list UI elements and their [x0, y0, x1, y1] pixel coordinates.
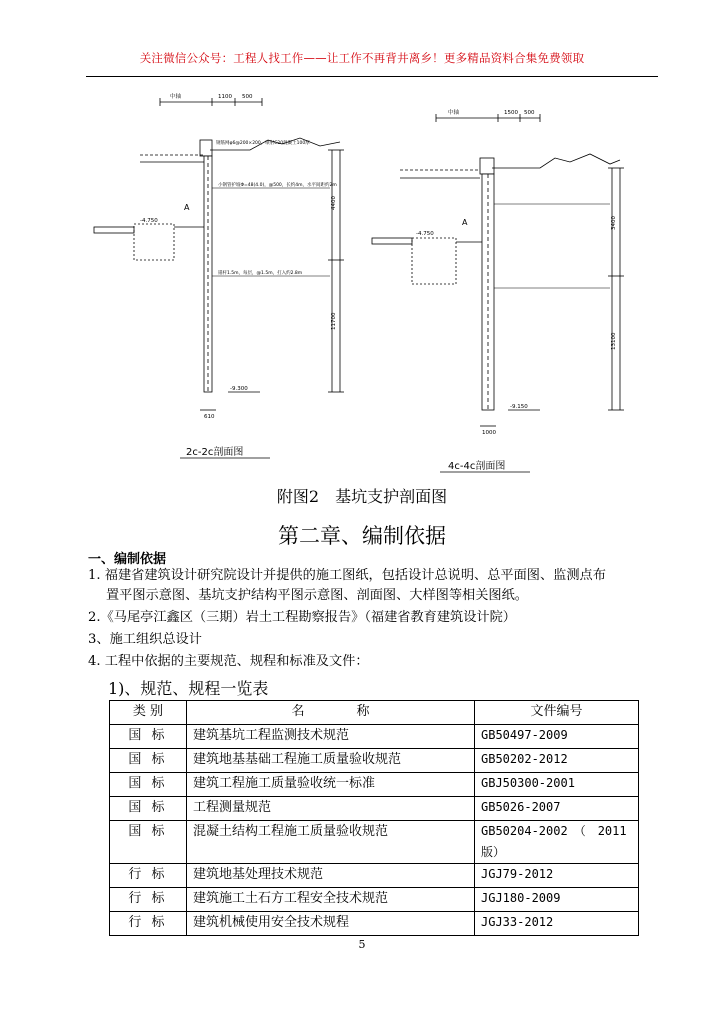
cell-code: GB50202-2012 [475, 749, 639, 773]
l-dim-side1: 4400 [331, 196, 337, 210]
page-number: 5 [358, 938, 366, 951]
header-rule [86, 76, 658, 77]
cell-code: JGJ33-2012 [475, 912, 639, 936]
cell-code: JGJ79-2012 [475, 864, 639, 888]
item-2: 2.《马尾亭江鑫区（三期）岩土工程勘察报告》（福建省教育建筑设计院） [88, 610, 516, 625]
r-title: 4c-4c剖面图 [448, 461, 506, 472]
table-row [110, 797, 639, 821]
cell-category: 国 标 [110, 749, 187, 773]
l-dim-top: 中轴 [170, 94, 182, 100]
item-4: 4. 工程中依据的主要规范、规程和标准及文件： [88, 654, 369, 669]
section-heading: 一、编制依据 [88, 552, 167, 567]
chapter-title: 第二章、编制依据 [278, 524, 446, 548]
cell-category: 行 标 [110, 864, 187, 888]
r-label-a: A [462, 218, 468, 227]
r-elev2: -9.150 [510, 404, 528, 410]
l-dim-a: 1100 [218, 94, 232, 100]
cell-category: 国 标 [110, 725, 187, 749]
r-dim-a: 1500 [504, 110, 518, 116]
cell-code: GB50497-2009 [475, 725, 639, 749]
r-dim-side1: 3400 [611, 216, 617, 230]
cell-code: GB50204-2002 （ 2011版） [475, 821, 639, 864]
l-label-a: A [184, 203, 190, 212]
cell-name: 工程测量规范 [187, 797, 475, 821]
r-dim-top: 中轴 [448, 110, 460, 116]
l-pile-w: 610 [204, 414, 215, 420]
table-row [110, 773, 639, 797]
section-4c-4c [372, 114, 624, 426]
cell-category: 国 标 [110, 773, 187, 797]
r-elev1: -4.750 [416, 231, 434, 237]
cell-category: 行 标 [110, 888, 187, 912]
table-title: 1)、规范、规程一览表 [108, 679, 269, 698]
l-note-anchor: 锚杆1.5m，每层，@1.5m，打入约2.8m [218, 271, 303, 276]
l-dim-b: 500 [242, 94, 253, 100]
table-row [110, 725, 639, 749]
r-dim-b: 500 [524, 110, 535, 116]
section-drawings [0, 80, 724, 480]
cell-category: 国 标 [110, 821, 187, 864]
item-1-cont: 置平图示意图、基坑支护结构平图示意图、剖面图、大样图等相关图纸。 [106, 588, 528, 603]
table-header-row [110, 701, 639, 725]
item-3: 3、施工组织总设计 [88, 632, 202, 647]
l-elev1: -4.750 [140, 218, 158, 224]
l-elev2: -9.300 [230, 386, 248, 392]
header-category: 类 别 [110, 701, 187, 725]
cell-name: 建筑地基处理技术规范 [187, 864, 475, 888]
cell-name: 建筑施工土石方工程安全技术规范 [187, 888, 475, 912]
cell-name: 建筑机械使用安全技术规程 [187, 912, 475, 936]
cell-name: 混凝土结构工程施工质量验收规范 [187, 821, 475, 864]
figure-caption: 附图2 基坑支护剖面图 [276, 487, 448, 506]
item-1: 1. 福建省建筑设计研究院设计并提供的施工图纸，包括设计总说明、总平面图、监测点布 [88, 568, 606, 583]
header-code: 文件编号 [475, 701, 639, 725]
table-row [110, 864, 639, 888]
cell-code: GB5026-2007 [475, 797, 639, 821]
promo-banner: 关注微信公众号：工程人找工作——让工作不再背井离乡！更多精品资料合集免费领取 [139, 51, 585, 65]
header-name: 名 称 [187, 701, 475, 725]
r-pile-len: 13100 [611, 332, 617, 350]
l-pile-len: 11700 [331, 312, 337, 330]
cell-category: 国 标 [110, 797, 187, 821]
cell-category: 行 标 [110, 912, 187, 936]
l-title: 2c-2c剖面图 [186, 447, 244, 458]
table-row [110, 912, 639, 936]
cell-code: JGJ180-2009 [475, 888, 639, 912]
table-row [110, 749, 639, 773]
cell-name: 建筑工程施工质量验收统一标准 [187, 773, 475, 797]
l-note-steel: 小钢管护坡Φ=48(4.0)，@500，长约4m，水平间距约2m [218, 183, 337, 188]
r-pile-w: 1000 [482, 430, 496, 436]
standards-table [109, 700, 639, 936]
l-note-mesh: 钢筋网φ6@200×200，喷射C20混凝土100厚 [216, 141, 310, 146]
cell-code: GBJ50300-2001 [475, 773, 639, 797]
table-row [110, 888, 639, 912]
table-row [110, 821, 639, 864]
cell-name: 建筑基坑工程监测技术规范 [187, 725, 475, 749]
cell-name: 建筑地基基础工程施工质量验收规范 [187, 749, 475, 773]
